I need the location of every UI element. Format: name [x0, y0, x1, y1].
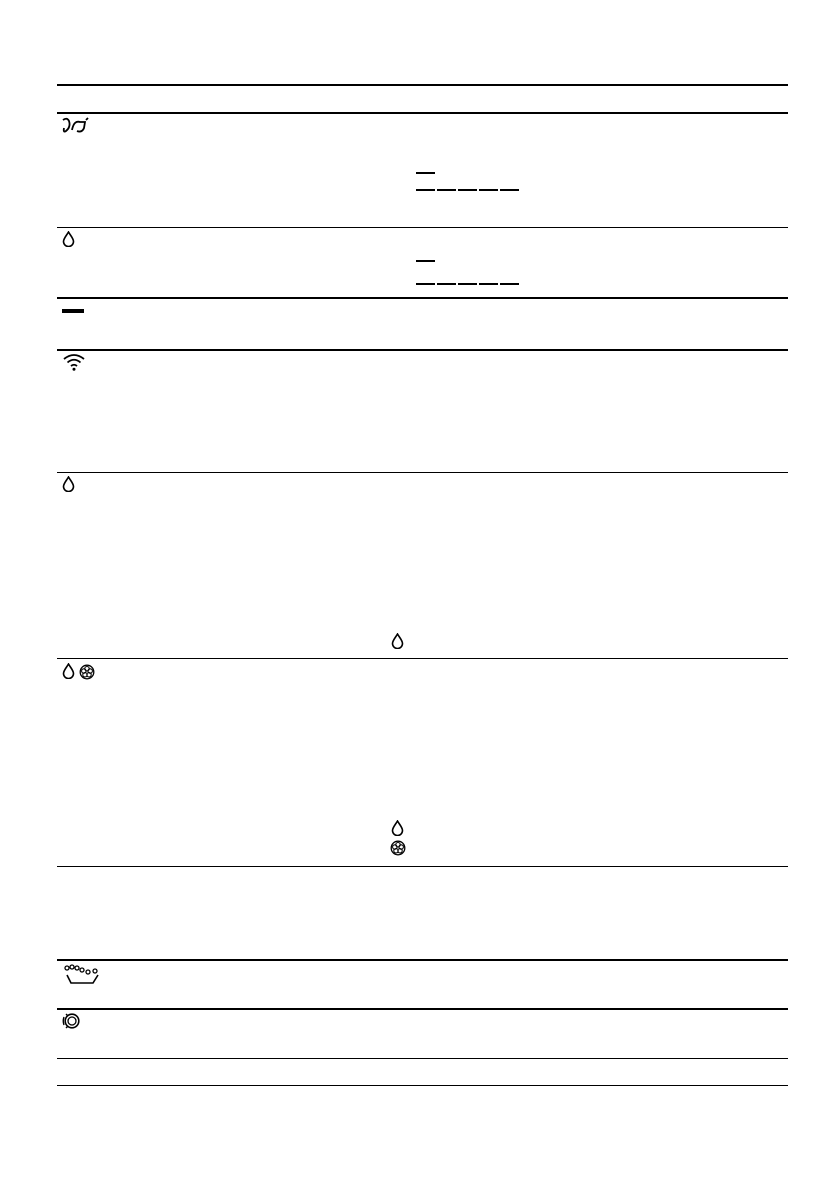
indicator-segment	[458, 189, 477, 191]
indicator-segment	[437, 283, 456, 285]
table-top-rule	[57, 84, 788, 86]
row-divider	[57, 1008, 788, 1010]
machine-care-icon	[62, 964, 102, 984]
indicator-segment	[416, 189, 435, 191]
water-drop-icon	[62, 476, 75, 492]
indicator-segment	[500, 283, 519, 285]
water-tap-icon	[60, 116, 92, 135]
rinse-icon	[62, 1012, 82, 1030]
water-drop-icon	[62, 663, 75, 679]
indicator-segment	[437, 189, 456, 191]
water-drop-icon	[391, 633, 404, 649]
row-divider	[57, 866, 788, 867]
indicator-segment-short	[416, 260, 435, 262]
row-divider	[57, 658, 788, 659]
water-drop-icon	[391, 820, 404, 836]
row-divider	[57, 349, 788, 351]
row-divider	[57, 959, 788, 961]
water-drop-icon	[62, 231, 75, 247]
wifi-icon	[62, 353, 86, 371]
indicator-segment	[416, 283, 435, 285]
dash-bar-icon	[62, 309, 84, 313]
row-divider	[57, 1058, 788, 1059]
rinse-aid-icon	[79, 664, 95, 680]
indicator-segment	[479, 189, 498, 191]
row-divider	[57, 227, 788, 228]
table-header-rule	[57, 112, 788, 114]
indicator-segment	[500, 189, 519, 191]
table-bottom-rule	[57, 1085, 788, 1086]
indicator-segment	[479, 283, 498, 285]
indicator-segment	[458, 283, 477, 285]
indicator-segment-short	[416, 172, 435, 174]
row-divider	[57, 472, 788, 473]
row-divider	[57, 297, 788, 299]
rinse-aid-icon	[390, 840, 406, 856]
